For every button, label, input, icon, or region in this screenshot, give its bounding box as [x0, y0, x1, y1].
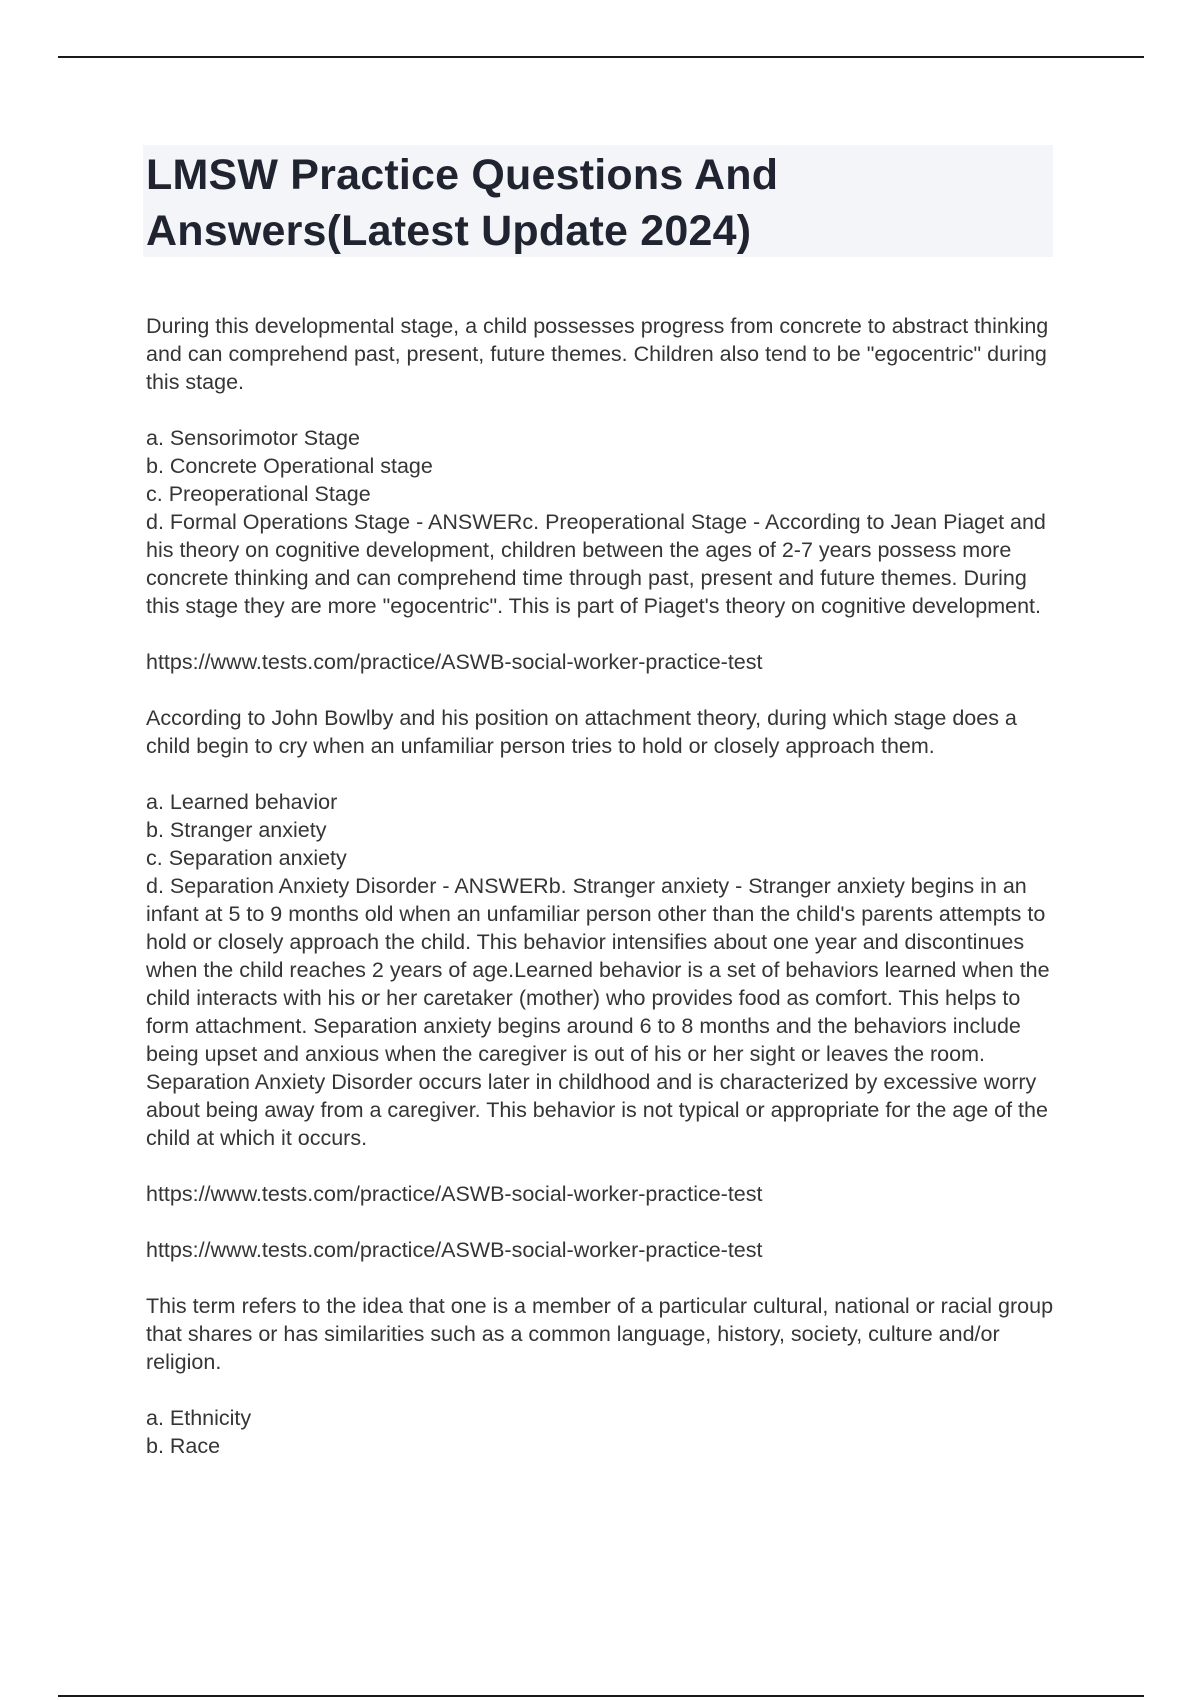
- option-a: a. Sensorimotor Stage: [146, 426, 360, 450]
- bottom-rule: [58, 1695, 1144, 1697]
- option-d-answer: d. Formal Operations Stage - ANSWERc. Preoperational Stage - According to Jean Piaget and his theory on cognitive development, children between the ages of 2-7 years possess more concrete thinking and can comprehend time through past, present and future themes. During this stage they are more "egocentric". This is part of Piaget's theory on cognitive development.: [146, 510, 1046, 618]
- options-list: [146, 1404, 1061, 1460]
- option-a: a. Ethnicity: [146, 1406, 252, 1430]
- question-3: [146, 1292, 1061, 1460]
- option-d-answer: d. Separation Anxiety Disorder - ANSWERb. Stranger anxiety - Stranger anxiety begins in an infant at 5 to 9 months old when an unfamiliar person other than the child's parents attempts to hold or closely approach the child. This behavior intensifies about one year and discontinues when the child reaches 2 years of age.Learned behavior is a set of behaviors learned when the child interacts with his or her caretaker (mother) who provides food as comfort. This helps to form attachment. Separation anxiety begins around 6 to 8 months and the behaviors include being upset and anxious when the caregiver is out of his or her sight or leaves the room. Separation Anxiety Disorder occurs later in childhood and is characterized by excessive worry about being away from a caregiver. This behavior is not typical or appropriate for the age of the child at which it occurs.: [146, 874, 1050, 1150]
- reference-link[interactable]: https://www.tests.com/practice/ASWB-social-worker-practice-test: [146, 650, 763, 674]
- option-b: b. Concrete Operational stage: [146, 454, 433, 478]
- option-c: c. Preoperational Stage: [146, 482, 371, 506]
- title-box: [143, 145, 1053, 257]
- reference-link[interactable]: https://www.tests.com/practice/ASWB-social-worker-practice-test: [146, 1182, 763, 1206]
- options-list: [146, 788, 1061, 872]
- question-stem: This term refers to the idea that one is a member of a particular cultural, national or racial group that shares or has similarities such as a common language, history, society, culture and/or religion.: [146, 1294, 1054, 1374]
- option-a: a. Learned behavior: [146, 790, 338, 814]
- question-stem: According to John Bowlby and his position on attachment theory, during which stage does a child begin to cry when an unfamiliar person tries to hold or closely approach them.: [146, 706, 1017, 758]
- document-body: [146, 312, 1061, 1460]
- option-b: b. Stranger anxiety: [146, 818, 327, 842]
- question-2: [146, 704, 1061, 1264]
- question-1: [146, 312, 1061, 676]
- top-rule: [58, 56, 1144, 58]
- question-stem: During this developmental stage, a child possesses progress from concrete to abstract thinking and can comprehend past, present, future themes. Children also tend to be "egocentric" during this stage.: [146, 314, 1049, 394]
- option-c: c. Separation anxiety: [146, 846, 347, 870]
- options-list: [146, 424, 1061, 508]
- reference-link[interactable]: https://www.tests.com/practice/ASWB-social-worker-practice-test: [146, 1238, 763, 1262]
- document-title: LMSW Practice Questions And Answers(Latest Update 2024): [146, 151, 779, 255]
- option-b: b. Race: [146, 1434, 221, 1458]
